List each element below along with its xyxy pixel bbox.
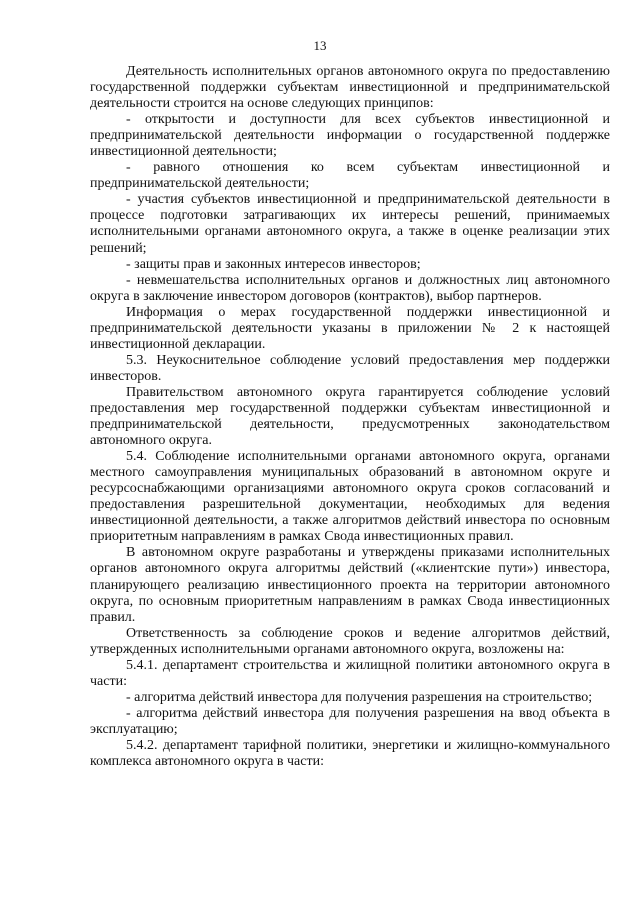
list-item: - открытости и доступности для всех субъектов инвестиционной и предпринимательской деятельности информации о государственной поддержке инвестиционной деятельности; bbox=[90, 112, 610, 160]
paragraph: В автономном округе разработаны и утверждены приказами исполнительных органов автономного округа алгоритмы действий («клиентские пути») инвестора, планирующего реализацию инвестиционного проекта на территории автономного округа, по основным приоритетным направлениям в рамках Свода инвестиционных правил. bbox=[90, 545, 610, 625]
paragraph: Ответственность за соблюдение сроков и ведение алгоритмов действий, утвержденных исполнительными органами автономного округа, возложены на: bbox=[90, 625, 610, 657]
document-body bbox=[90, 64, 610, 770]
subsection-paragraph: 5.4.1. департамент строительства и жилищной политики автономного округа в части: bbox=[90, 657, 610, 689]
paragraph: Правительством автономного округа гарантируется соблюдение условий предоставления мер государственной поддержки субъектам инвестиционной и предпринимательской деятельности, предусмотренных законодательством автономного округа. bbox=[90, 384, 610, 449]
section-paragraph: 5.4. Соблюдение исполнительными органами автономного округа, органами местного самоуправления муниципальных образований в автономном округе и ресурсоснабжающими организациями автономного округа сроков согласований и предоставления разрешительной документации, необходимых для ведения инвестиционной деятельности, а также алгоритмов действий инвестора по основным приоритетным направлениям в рамках Свода инвестиционных правил. bbox=[90, 449, 610, 545]
subsection-paragraph: 5.4.2. департамент тарифной политики, энергетики и жилищно-коммунального комплекса автономного округа в части: bbox=[90, 737, 610, 770]
paragraph: Информация о мерах государственной поддержки инвестиционной и предпринимательской деятельности указаны в приложении № 2 к настоящей инвестиционной декларации. bbox=[90, 304, 610, 352]
paragraph: Деятельность исполнительных органов автономного округа по предоставлению государственной поддержки субъектам инвестиционной и предпринимательской деятельности строится на основе следующих принципов: bbox=[90, 64, 610, 112]
list-item: - защиты прав и законных интересов инвесторов; bbox=[126, 256, 421, 272]
list-item: - равного отношения ко всем субъектам инвестиционной и предпринимательской деятельности; bbox=[90, 160, 610, 192]
list-item: - алгоритма действий инвестора для получения разрешения на строительство; bbox=[126, 689, 593, 705]
section-paragraph: 5.3. Неукоснительное соблюдение условий предоставления мер поддержки инвесторов. bbox=[90, 352, 610, 384]
list-item: - алгоритма действий инвестора для получения разрешения на ввод объекта в эксплуатацию; bbox=[90, 705, 610, 737]
list-item: - участия субъектов инвестиционной и предпринимательской деятельности в процессе подготовки затрагивающих их интересы решений, принимаемых исполнительными органами автономного округа, а также в оценке реализации этих решений; bbox=[90, 192, 610, 256]
list-item: - невмешательства исполнительных органов и должностных лиц автономного округа в заключение инвестором договоров (контрактов), выбор партнеров. bbox=[90, 272, 610, 304]
page-number: 13 bbox=[313, 38, 327, 53]
